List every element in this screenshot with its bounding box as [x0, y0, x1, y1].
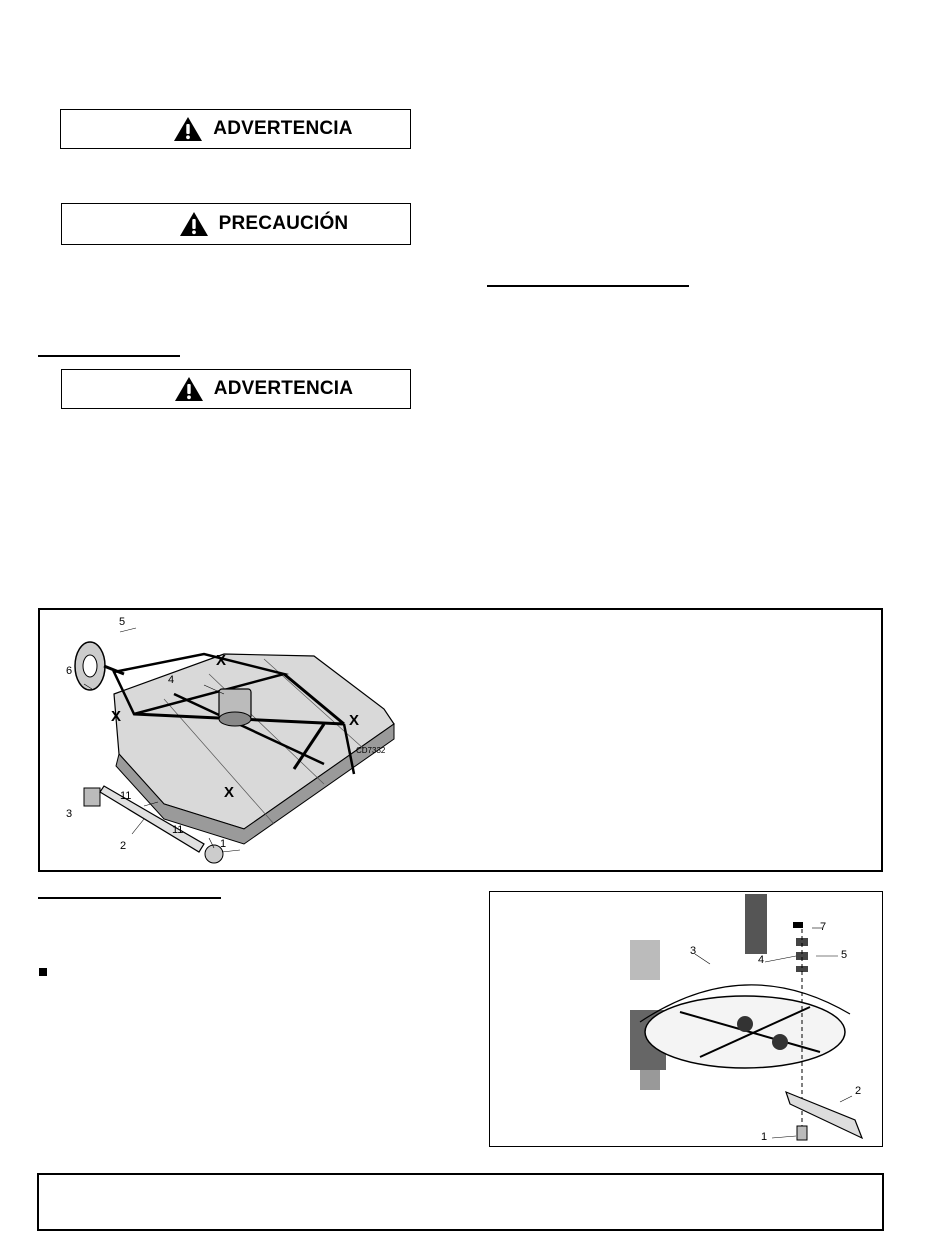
callout-label: 1	[220, 838, 227, 850]
grease-point-mark: X	[216, 652, 227, 669]
figure-lubrication-points	[38, 608, 883, 872]
callout-label: 11	[120, 790, 132, 802]
section-heading-underline	[487, 285, 689, 287]
warning-triangle-icon	[179, 211, 209, 237]
callout-label: 11	[172, 824, 184, 836]
bottom-note-box	[37, 1173, 884, 1231]
warning-banner-advertencia-1	[60, 109, 411, 149]
callout-label: 3	[690, 945, 697, 957]
banner-label: ADVERTENCIA	[213, 378, 354, 399]
warning-banner-advertencia-2	[61, 369, 411, 409]
warning-triangle-icon	[174, 376, 204, 402]
callout-label: 5	[119, 616, 126, 628]
callout-label: 2	[120, 840, 127, 852]
callout-label: 4	[758, 954, 765, 966]
callout-label: 6	[66, 665, 73, 677]
callout-label: 4	[168, 674, 175, 686]
mower-illustration	[54, 614, 414, 864]
warning-triangle-icon	[173, 116, 203, 142]
callout-label: 7	[820, 921, 827, 933]
caution-banner-precaucion	[61, 203, 411, 245]
square-bullet-icon	[39, 968, 47, 976]
section-heading-underline	[38, 897, 221, 899]
grease-point-mark: X	[111, 708, 122, 725]
section-heading-underline	[38, 355, 180, 357]
callout-label: 2	[855, 1085, 862, 1097]
banner-label: PRECAUCIÓN	[218, 213, 349, 234]
grease-point-mark: X	[224, 784, 235, 801]
figure-code: CD7332	[356, 746, 386, 755]
banner-label: ADVERTENCIA	[213, 118, 353, 139]
figure-blade-installation	[489, 891, 883, 1147]
callout-label: 1	[761, 1131, 768, 1143]
callout-label: 3	[66, 808, 73, 820]
callout-label: 5	[841, 949, 848, 961]
grease-point-mark: X	[349, 712, 360, 729]
